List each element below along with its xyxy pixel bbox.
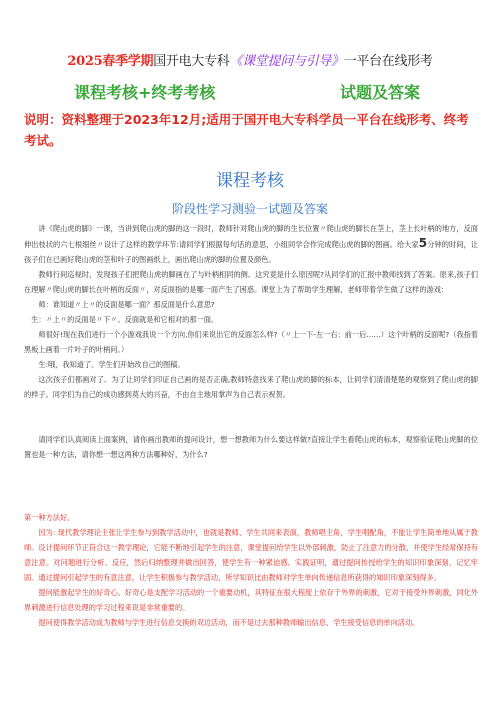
passage-paragraph: 教师行间巡视时，发现孩子们把爬山虎的脚画在了与叶柄相同的侧。这究竟是什么原因呢?从同学们的汇报中教师找到了答案。原来,孩子们在理解〃爬山虎的脚长在叶柄的反面〃，对反面指的是哪一面产生了困惑。课堂上为了帮助学生理解，老师带着学生做了这样的游戏：	[24, 270, 478, 294]
answer-block	[24, 510, 478, 630]
exam-type-title: 课程考核+终考考核	[74, 83, 216, 102]
document-title	[24, 50, 476, 69]
passage-paragraph: 生:哦，我知道了。学生们开始改自己的图稿。	[38, 360, 185, 369]
section-subtitle: 阶段性学习测验一试题及答案	[171, 202, 328, 216]
question-block	[24, 432, 478, 462]
passage-minutes: 5	[418, 236, 428, 250]
title-course: 《课堂提问与引导》	[229, 54, 344, 69]
section-title: 课程考核	[216, 171, 284, 191]
answer-paragraph: 因为: 现代教学理论主张让学生参与到教学活动中，也就是教师、学生共同来表演，教师唱主角，学生唱配角，不能让学生简单地从属于教师。设计提问环节正符合这一教学理论，它能不断地引起学生的注意，课堂提问给学生以外部刺激，防止了注意力的分散，并使学生经常保持有意注意。对问题进行分析、反应，然后归纳整理并做出回答，使学生有一种紧迫感。实践证明，通过提问传授给学生的知识印象深刻，记忆牢固。通过提问引起学生的有意注意，让学生积极参与教学活动，所学知识比由教师对学生单向传递信息所获得的知识印象深刻得多。	[24, 528, 478, 582]
question-text: 请同学们认真阅读上面案例，请你画出教师的提问设计，想一想教师为什么要这样做?直接让学生看爬山虎的标本，观察验证爬山虎脚的位置也是一种方法，请你想一想这两种方法哪种好，为什么?	[24, 435, 478, 459]
passage-paragraph: 师很好!现在我们进行一个小游戏我说一个方向,你们来说出它的反面怎么样?（〃上一下-左一右：前一后……）这个叶柄的反面呢?（我指着黑板上画着一片叶子的叶柄问。）	[24, 330, 478, 354]
title-platform: 一平台在线形考	[343, 54, 433, 69]
passage-paragraph: 师：谁知道〃上〃的反面是哪一面？那反面是什么意思?	[38, 300, 215, 309]
answer-paragraph: 第一种方法好。	[24, 513, 75, 522]
title-year-season: 2025春季学期	[67, 54, 154, 69]
note-date: 2023年12月	[124, 112, 202, 127]
passage-paragraph: 生：〃上〃的反面是〃下〃。反面就是和它相对的那一面。	[31, 315, 219, 324]
note-prefix: 说明：资料整理于	[24, 112, 125, 127]
answer-paragraph: 提问使得教学活动成为教师与学生进行信息交换的双边活动，而不是过去那种教师输出信息、学生接受信息的单向活动。	[38, 618, 420, 627]
case-passage	[24, 221, 478, 402]
answers-title: 试题及答案	[340, 83, 421, 102]
passage-paragraph: 这次孩子们都画对了。为了让同学们印证自己画的是否正确,教师特意找来了爬山虎的脚的标本，让同学们清清楚楚的观察到了爬山虎的脚的样子。同学们为自己的成功感到莫大的兴奋，不由自主地用掌声为自己表示祝贺。	[24, 375, 478, 399]
note-rest: ;适用于国开电大专科学员一平台在线形考、终考考试。	[24, 112, 469, 148]
title-school-major: 国开电大专科	[153, 54, 230, 69]
answer-paragraph: 提问能激起学生的好奇心。好奇心是支配学习活动的一个重要动机，其特征在很大程度上依存于外界的刺激，它对于接受外界刺激，同化外界刺激进行信息处理的学习过程来说是非常重要的。	[24, 588, 478, 612]
document-note	[24, 109, 478, 151]
passage-paragraph: 讲《爬山虎的脚》一课，当讲到爬山虎的脚的这一段时，教师针对爬山虎的脚的生长位置〃爬山虎的脚长在茎上，茎上长叶柄的地方，反面伸出枝状的六七根细丝〃设计了这样的教学环节:请同学们根据每句话的意思，小组同学合作完成爬山虎的脚的图画。给大家5分钟的时间，让孩子们在已画好爬山虎的茎和叶子的图画纸上，画出爬山虎的脚的位置及颜色。	[24, 224, 478, 264]
